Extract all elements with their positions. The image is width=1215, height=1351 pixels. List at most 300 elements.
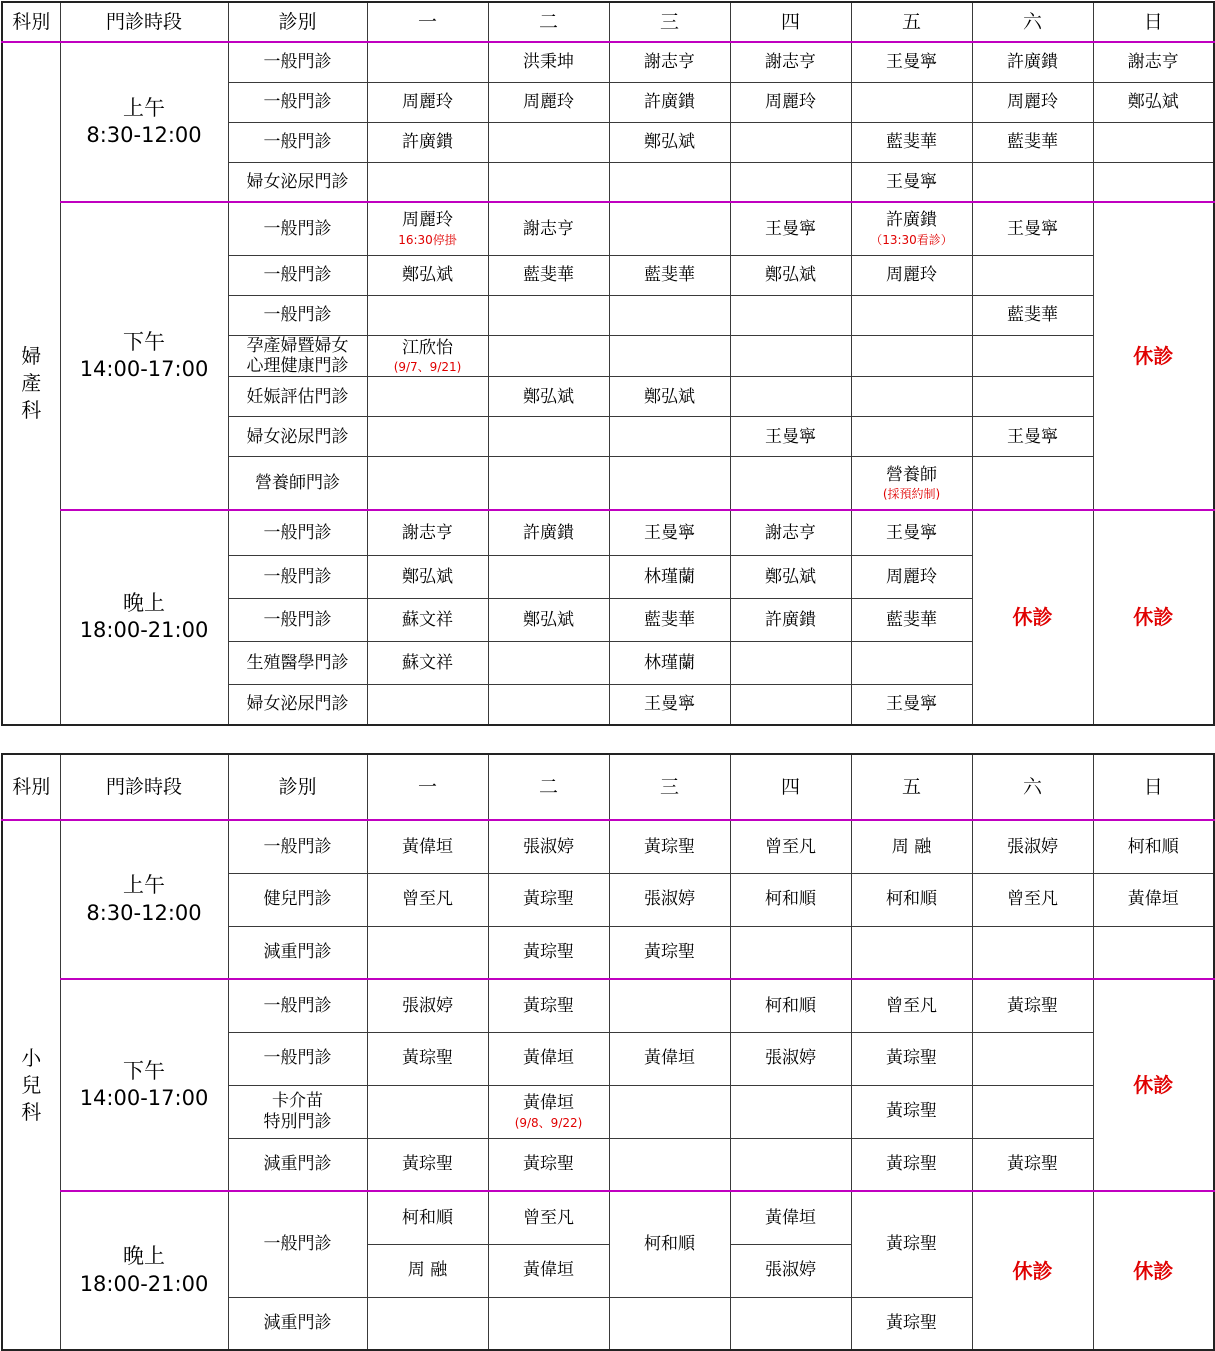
header-day — [851, 2, 972, 42]
doctor-cell — [367, 556, 488, 599]
doctor-cell — [488, 599, 609, 642]
cell-text: 上午 8:30-12:00 — [86, 873, 202, 925]
doctor-cell — [851, 1138, 972, 1191]
cell-text: 晚上 18:00-21:00 — [79, 1244, 209, 1296]
doctor-cell — [972, 42, 1093, 82]
doctor-cell — [367, 255, 488, 295]
doctor-cell — [972, 457, 1093, 510]
cell-text: 王曼寧 — [1007, 218, 1058, 239]
cell-text: 婦 產 科 — [21, 343, 42, 422]
cell-text: 周 融 — [407, 1260, 448, 1281]
clinic-type — [228, 417, 367, 457]
doctor-cell — [488, 202, 609, 255]
doctor-cell — [367, 82, 488, 122]
doctor-cell — [488, 1138, 609, 1191]
doctor-cell — [488, 1244, 609, 1297]
cell-text: 一般門診 — [263, 1234, 332, 1255]
doctor-cell — [609, 82, 730, 122]
cell-text: 門診時段 — [105, 10, 182, 33]
cell-text: 周麗玲 — [1007, 91, 1058, 112]
cell-text: 一般門診 — [263, 836, 332, 857]
doctor-cell — [730, 457, 851, 510]
dept-obgyn — [2, 42, 60, 725]
obgyn-schedule-table — [1, 1, 1215, 726]
doctor-cell — [730, 873, 851, 926]
doctor-cell — [609, 255, 730, 295]
cell-text: 一般門診 — [263, 218, 332, 239]
doctor-cell — [851, 417, 972, 457]
doctor-cell — [488, 1085, 609, 1138]
clinic-type — [228, 335, 367, 377]
table-row — [2, 42, 1214, 82]
cell-text: 藍斐華 — [886, 131, 937, 152]
cell-text: 黃偉垣 — [1127, 889, 1179, 910]
doctor-cell — [609, 642, 730, 685]
cell-text: 診別 — [278, 10, 317, 33]
doctor-cell — [972, 820, 1093, 873]
doctor-cell — [730, 202, 851, 255]
header-slot — [60, 754, 228, 820]
doctor-cell — [851, 926, 972, 979]
cell-text: 一般門診 — [263, 610, 332, 631]
cell-text: 卡介苗 特別門診 — [263, 1091, 332, 1132]
cell-text: 謝志亨 — [1127, 52, 1179, 73]
doctor-cell — [367, 1032, 488, 1085]
cell-text: 黃琮聖 — [886, 1048, 937, 1069]
cell-text: 王曼寧 — [886, 52, 937, 73]
cell-text: 謝志亨 — [765, 52, 816, 73]
cell-text: 休診 — [1133, 605, 1174, 630]
doctor-cell — [972, 255, 1093, 295]
cell-text: 周 融 — [891, 836, 932, 857]
cell-text: 許廣鐀 — [523, 522, 574, 543]
slot-evening — [60, 1191, 228, 1350]
doctor-cell — [1093, 42, 1214, 82]
doctor-cell — [1093, 82, 1214, 122]
cell-text: 藍斐華 — [644, 264, 695, 285]
cell-text: 一般門診 — [263, 264, 332, 285]
cell-text: 柯和順 — [644, 1234, 695, 1255]
doctor-cell — [488, 377, 609, 417]
cell-text: 黃琮聖 — [644, 836, 695, 857]
doctor-cell — [488, 1297, 609, 1350]
doctor-cell — [367, 162, 488, 202]
doctor-cell — [972, 1138, 1093, 1191]
cell-text: 上午 8:30-12:00 — [86, 95, 202, 147]
cell-text: 張淑婷 — [765, 1260, 816, 1281]
doctor-cell — [730, 1085, 851, 1138]
doctor-cell — [488, 642, 609, 685]
cell-text: 黃偉垣 — [523, 1048, 574, 1069]
closed-badge — [1093, 979, 1214, 1191]
doctor-cell — [488, 162, 609, 202]
doctor-cell — [851, 82, 972, 122]
cell-text: 蘇文祥 — [402, 610, 453, 631]
doctor-cell — [730, 1244, 851, 1297]
doctor-cell — [488, 926, 609, 979]
doctor-cell — [730, 685, 851, 725]
cell-text: 診別 — [278, 775, 317, 798]
clinic-type — [228, 1032, 367, 1085]
clinic-type — [228, 556, 367, 599]
cell-text: 謝志亨 — [523, 218, 574, 239]
doctor-cell — [488, 122, 609, 162]
cell-text: 王曼寧 — [644, 694, 695, 715]
doctor-cell — [851, 202, 972, 255]
cell-text: 曾至凡 — [402, 889, 453, 910]
cell-text: 謝志亨 — [644, 52, 695, 73]
cell-text: 鄭弘斌 — [402, 264, 453, 285]
cell-text: 下午 14:00-17:00 — [79, 329, 209, 381]
cell-text: 健兒門診 — [263, 889, 332, 910]
cell-text: 休診 — [1133, 343, 1174, 368]
doctor-cell — [367, 926, 488, 979]
cell-text: 一般門診 — [263, 304, 332, 325]
cell-text: 黃琮聖 — [523, 995, 574, 1016]
doctor-cell — [730, 820, 851, 873]
table-row — [2, 820, 1214, 873]
doctor-cell — [367, 1191, 488, 1244]
header-day — [488, 2, 609, 42]
doctor-cell — [851, 1297, 972, 1350]
cell-text: 許廣鐀 — [644, 91, 695, 112]
cell-text: 科別 — [12, 10, 51, 33]
doctor-cell — [609, 42, 730, 82]
doctor-cell — [972, 335, 1093, 377]
header-row — [2, 754, 1214, 820]
doctor-cell — [609, 1085, 730, 1138]
doctor-cell — [609, 599, 730, 642]
cell-text: 柯和順 — [1127, 836, 1179, 857]
cell-note: 16:30停掛 — [398, 232, 457, 247]
slot-afternoon — [60, 202, 228, 510]
cell-text: 休診 — [1012, 1258, 1053, 1283]
cell-text: 王曼寧 — [765, 218, 816, 239]
clinic-type — [228, 255, 367, 295]
doctor-cell — [488, 510, 609, 556]
doctor-cell — [972, 122, 1093, 162]
doctor-cell — [1093, 926, 1214, 979]
cell-note: （13:30看診） — [870, 232, 953, 247]
doctor-cell — [972, 202, 1093, 255]
cell-text: 日 — [1143, 775, 1163, 798]
doctor-cell — [609, 1297, 730, 1350]
doctor-cell — [730, 162, 851, 202]
cell-text: 減重門診 — [263, 1313, 332, 1334]
doctor-cell — [609, 926, 730, 979]
cell-text: 一 — [417, 775, 437, 798]
doctor-cell — [851, 1085, 972, 1138]
clinic-type — [228, 926, 367, 979]
clinic-type — [228, 377, 367, 417]
clinic-type — [228, 873, 367, 926]
doctor-cell — [851, 42, 972, 82]
cell-text: 許廣鐀 — [1007, 52, 1058, 73]
cell-text: 妊娠評估門診 — [246, 386, 349, 407]
doctor-cell — [972, 162, 1093, 202]
doctor-cell — [972, 926, 1093, 979]
slot-morning — [60, 42, 228, 202]
header-day — [730, 2, 851, 42]
cell-text: 二 — [538, 10, 558, 33]
cell-text: 營養師門診 — [255, 472, 340, 493]
cell-text: 鄭弘斌 — [1127, 91, 1179, 112]
clinic-type — [228, 1085, 367, 1138]
cell-text: 黃琮聖 — [1007, 1154, 1058, 1175]
doctor-cell — [730, 979, 851, 1032]
doctor-cell — [730, 82, 851, 122]
cell-text: 一 — [417, 10, 437, 33]
doctor-cell — [488, 82, 609, 122]
cell-text: 一般門診 — [263, 91, 332, 112]
header-row — [2, 2, 1214, 42]
doctor-cell — [730, 255, 851, 295]
cell-text: 小 兒 科 — [21, 1045, 42, 1124]
doctor-cell — [609, 335, 730, 377]
doctor-cell — [730, 599, 851, 642]
cell-text: 婦女泌尿門診 — [246, 694, 349, 715]
doctor-cell — [730, 417, 851, 457]
clinic-type — [228, 162, 367, 202]
doctor-cell — [367, 685, 488, 725]
clinic-type — [228, 295, 367, 335]
header-day — [1093, 2, 1214, 42]
doctor-cell — [609, 556, 730, 599]
doctor-cell — [972, 295, 1093, 335]
cell-text: 藍斐華 — [1007, 131, 1058, 152]
cell-text: 鄭弘斌 — [765, 567, 816, 588]
doctor-cell — [730, 926, 851, 979]
cell-text: 門診時段 — [105, 775, 182, 798]
doctor-cell — [609, 1191, 730, 1297]
clinic-type — [228, 202, 367, 255]
doctor-cell — [488, 1191, 609, 1244]
doctor-cell — [488, 457, 609, 510]
doctor-cell — [851, 820, 972, 873]
cell-text: 五 — [901, 775, 921, 798]
doctor-cell — [851, 255, 972, 295]
cell-text: 一般門診 — [263, 52, 332, 73]
doctor-cell — [851, 556, 972, 599]
cell-note: (9/8、9/22) — [514, 1115, 583, 1130]
cell-text: 謝志亨 — [765, 522, 816, 543]
doctor-cell — [1093, 873, 1214, 926]
cell-text: 周麗玲 — [765, 91, 816, 112]
cell-text: 張淑婷 — [765, 1048, 816, 1069]
doctor-cell — [367, 873, 488, 926]
doctor-cell — [609, 510, 730, 556]
doctor-cell — [367, 1297, 488, 1350]
header-dept — [2, 754, 60, 820]
doctor-cell — [488, 685, 609, 725]
doctor-cell — [367, 642, 488, 685]
cell-text: 婦女泌尿門診 — [246, 171, 349, 192]
doctor-cell — [488, 295, 609, 335]
cell-text: 三 — [659, 10, 679, 33]
doctor-cell — [972, 1085, 1093, 1138]
cell-text: 王曼寧 — [1007, 426, 1058, 447]
doctor-cell — [730, 556, 851, 599]
doctor-cell — [609, 873, 730, 926]
doctor-cell — [1093, 122, 1214, 162]
doctor-cell — [367, 1085, 488, 1138]
cell-text: 謝志亨 — [402, 522, 453, 543]
cell-text: 曾至凡 — [523, 1207, 574, 1228]
cell-text: 柯和順 — [765, 889, 816, 910]
doctor-cell — [730, 510, 851, 556]
cell-text: 黃琮聖 — [886, 1101, 937, 1122]
doctor-cell — [730, 1138, 851, 1191]
cell-text: 二 — [538, 775, 558, 798]
cell-text: 鄭弘斌 — [523, 610, 574, 631]
cell-text: 周麗玲 — [402, 91, 453, 112]
header-day — [1093, 754, 1214, 820]
doctor-cell — [609, 457, 730, 510]
cell-text: 王曼寧 — [765, 426, 816, 447]
slot-afternoon — [60, 979, 228, 1191]
cell-text: 四 — [780, 10, 800, 33]
cell-text: 黃偉垣 — [765, 1207, 816, 1228]
cell-text: 一般門診 — [263, 522, 332, 543]
doctor-cell — [609, 162, 730, 202]
table-row — [2, 979, 1214, 1032]
doctor-cell — [609, 1032, 730, 1085]
cell-text: 黃偉垣 — [523, 1093, 574, 1114]
doctor-cell — [851, 873, 972, 926]
doctor-cell — [488, 255, 609, 295]
cell-text: 蘇文祥 — [402, 653, 453, 674]
doctor-cell — [851, 1191, 972, 1297]
cell-text: 黃琮聖 — [523, 889, 574, 910]
doctor-cell — [851, 685, 972, 725]
header-day — [609, 754, 730, 820]
header-day — [972, 754, 1093, 820]
cell-text: 生殖醫學門診 — [246, 653, 349, 674]
cell-text: 黃琮聖 — [402, 1154, 453, 1175]
doctor-cell — [851, 457, 972, 510]
clinic-type — [228, 1297, 367, 1350]
cell-text: 一般門診 — [263, 995, 332, 1016]
cell-text: 鄭弘斌 — [644, 386, 695, 407]
header-type — [228, 2, 367, 42]
doctor-cell — [367, 510, 488, 556]
header-day — [367, 754, 488, 820]
doctor-cell — [972, 377, 1093, 417]
cell-text: 張淑婷 — [402, 995, 453, 1016]
cell-text: 黃琮聖 — [523, 942, 574, 963]
doctor-cell — [972, 979, 1093, 1032]
cell-text: 黃琮聖 — [523, 1154, 574, 1175]
doctor-cell — [972, 417, 1093, 457]
doctor-cell — [488, 979, 609, 1032]
slot-evening — [60, 510, 228, 725]
doctor-cell — [851, 122, 972, 162]
doctor-cell — [488, 1032, 609, 1085]
clinic-type — [228, 1138, 367, 1191]
doctor-cell — [488, 873, 609, 926]
cell-text: 曾至凡 — [765, 836, 816, 857]
cell-text: 四 — [780, 775, 800, 798]
cell-text: 黃琮聖 — [886, 1313, 937, 1334]
cell-text: 六 — [1022, 775, 1042, 798]
doctor-cell — [488, 417, 609, 457]
doctor-cell — [367, 377, 488, 417]
dept-pediatrics — [2, 820, 60, 1350]
doctor-cell — [609, 820, 730, 873]
cell-text: 鄭弘斌 — [765, 264, 816, 285]
cell-text: 鄭弘斌 — [523, 386, 574, 407]
clinic-type — [228, 820, 367, 873]
header-day — [972, 2, 1093, 42]
closed-badge — [972, 510, 1093, 725]
header-day — [367, 2, 488, 42]
cell-text: 休診 — [1133, 1073, 1174, 1097]
clinic-type — [228, 510, 367, 556]
cell-text: 柯和順 — [765, 995, 816, 1016]
table-row — [2, 1191, 1214, 1244]
cell-text: 日 — [1143, 10, 1163, 33]
cell-note: (採預約制) — [882, 487, 941, 502]
cell-text: 婦女泌尿門診 — [246, 426, 349, 447]
clinic-type — [228, 42, 367, 82]
closed-badge — [1093, 510, 1214, 725]
cell-text: 鄭弘斌 — [644, 131, 695, 152]
doctor-cell — [730, 1191, 851, 1244]
clinic-type — [228, 122, 367, 162]
cell-text: 曾至凡 — [1007, 889, 1058, 910]
cell-text: 藍斐華 — [886, 610, 937, 631]
doctor-cell — [1093, 820, 1214, 873]
cell-text: 曾至凡 — [886, 995, 937, 1016]
doctor-cell — [488, 335, 609, 377]
doctor-cell — [367, 979, 488, 1032]
cell-text: 休診 — [1133, 1258, 1174, 1283]
cell-text: 下午 14:00-17:00 — [79, 1058, 209, 1110]
cell-text: 孕產婦暨婦女 心理健康門診 — [246, 335, 349, 376]
doctor-cell — [488, 556, 609, 599]
cell-text: 一般門診 — [263, 1048, 332, 1069]
doctor-cell — [367, 122, 488, 162]
doctor-cell — [367, 202, 488, 255]
pediatrics-schedule-table — [1, 753, 1215, 1351]
header-slot — [60, 2, 228, 42]
cell-note: (9/7、9/21) — [393, 359, 462, 374]
cell-text: 黃偉垣 — [523, 1260, 574, 1281]
clinic-type — [228, 1191, 367, 1297]
clinic-type — [228, 642, 367, 685]
slot-morning — [60, 820, 228, 979]
doctor-cell — [730, 42, 851, 82]
doctor-cell — [609, 295, 730, 335]
doctor-cell — [609, 1138, 730, 1191]
doctor-cell — [851, 295, 972, 335]
doctor-cell — [730, 1032, 851, 1085]
doctor-cell — [851, 162, 972, 202]
clinic-type — [228, 82, 367, 122]
cell-text: 三 — [659, 775, 679, 798]
cell-text: 林瑾蘭 — [644, 653, 695, 674]
cell-text: 周麗玲 — [886, 264, 937, 285]
header-dept — [2, 2, 60, 42]
cell-text: 藍斐華 — [644, 610, 695, 631]
doctor-cell — [367, 335, 488, 377]
doctor-cell — [367, 457, 488, 510]
table-row — [2, 510, 1214, 556]
header-type — [228, 754, 367, 820]
cell-text: 周麗玲 — [886, 567, 937, 588]
clinic-type — [228, 599, 367, 642]
cell-text: 張淑婷 — [644, 889, 695, 910]
